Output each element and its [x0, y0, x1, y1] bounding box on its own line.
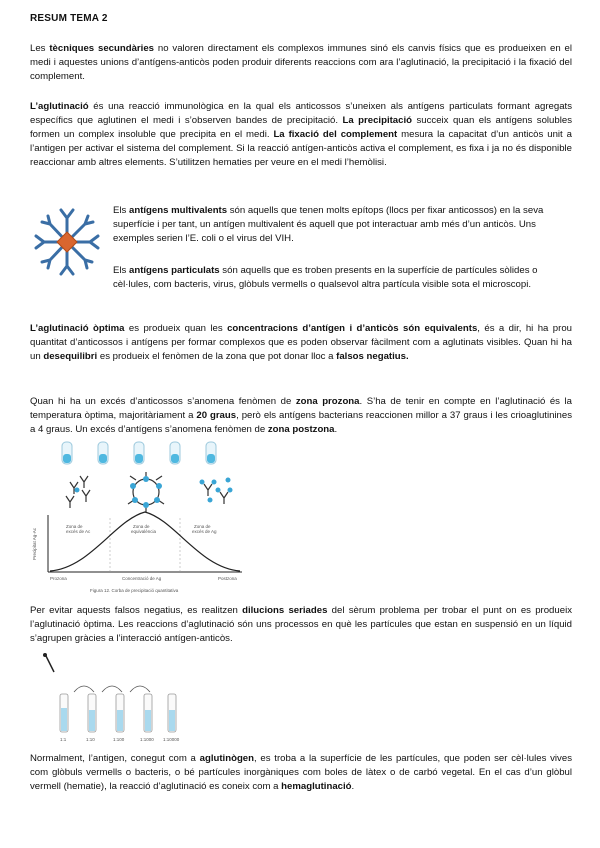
paragraph-particulate-antigens: Els antígens particulats són aquells que es troben presents en la superfície de partícules sòlides o cèl·lules, com bacteris, virus, glòbuls vermells o qualsevol altra partícula visible sota el microscopi.: [113, 265, 538, 290]
svg-text:Prozona: Prozona: [50, 576, 67, 581]
figure-caption: Figura 12. Corba de precipitació quantitativa: [90, 588, 179, 593]
svg-text:Zona de: Zona de: [133, 524, 150, 529]
svg-text:Zona de: Zona de: [194, 524, 211, 529]
serial-dilution-figure: [30, 652, 180, 744]
multivalent-antigen-illustration: [30, 204, 104, 280]
svg-text:equivalència: equivalència: [131, 529, 157, 534]
dilution-label: 1:1000: [140, 737, 154, 742]
svg-text:excés de Ag: excés de Ag: [192, 529, 217, 534]
dilution-label: 1:10000: [163, 737, 180, 742]
dilution-label: 1:1: [60, 737, 67, 742]
paragraph-secondary-techniques: Les tècniques secundàries no valoren directament els complexos immunes sinó els canvis físics que es produeixen en el medi i aquestes unions d’antígens-anticòs poden produir diferents reaccions com ara l’aglutinació, la precipitació i la fixació del complement.: [30, 43, 572, 82]
paragraph-prozone-postzone: Quan hi ha un excés d’anticossos s’anomena fenòmen de zona prozona. S’ha de tenir en compte en l’aglutinació és la temperatura òptima, majoritàriament a 20 graus, però els antígens bacterians reaccionen millor a 37 graus i les crioaglutinines a 4 graus. Un excés d’antígens s’anomena fenòmen de zona postzona.: [30, 396, 573, 435]
document-title: RESUM TEMA 2: [30, 13, 108, 24]
svg-text:excés de Ac: excés de Ac: [66, 529, 91, 534]
x-axis-label: Concentració de Ag: [122, 576, 162, 581]
paragraph-agglutination-definition: L’aglutinació és una reacció immunològica en la qual els anticossos s’uneixen als antígens particulats formant agregats específics que aglutinen el medi i s’observen bandes de precipitació. La precipitació succeix quan els antígens solubles formen un complex insoluble que precipita en el medi. La fixació del complement mesura la capacitat d’un anticòs unit a l’antigen per activar el sistema del complement. Si la reacció antígen-anticòs activa el complement, es fixa i ja no és disponible reaccionar amb altres elements. S’utilitzen hematies per veure en el medi l’hemòlisi.: [30, 101, 572, 168]
paragraph-optimal-agglutination: L’aglutinació òptima es produeix quan les concentracions d’antígen i d’anticòs són equivalents, és a dir, hi ha prou quantitat d’anticossos i antígens per formar complexos que es poden observar fàcilment com a aglutinats visibles. Quan hi ha un desequilibri es produeix el fenòmen de la zona que pot donar lloc a falsos negatius.: [30, 323, 572, 362]
dilution-label: 1:100: [113, 737, 125, 742]
dilution-label: 1:10: [86, 737, 95, 742]
paragraph-agglutinogen: Normalment, l’antigen, conegut com a aglutinògen, es troba a la superfície de les partícules, que poden ser cèl·lules vives com glòbuls vermells o bacteris, o bé partícules inorgàniques com boles de làtex o de carbó vegetal. En el cas d’un glòbul vermell (hematie), la reacció d’aglutinació es coneix com a hemaglutinació.: [30, 753, 572, 792]
paragraph-multivalent-antigens: Els antígens multivalents són aquells que tenen molts epítops (llocs per fixar anticossos) en la seva superfície i per tant, un antígen multivalent és aquell que pot interactuar amb més d’un anticòs. Uns exemples serien l’E. coli o el virus del VIH.: [113, 205, 544, 244]
svg-text:Zona de: Zona de: [66, 524, 83, 529]
precipitation-curve-figure: [30, 440, 250, 596]
paragraph-serial-dilutions: Per evitar aquests falsos negatius, es realitzen dilucions seriades del sèrum problema per trobar el punt on es produeix l’aglutinació òptima. Les reaccions d’aglutinació són uns processos en què les partícules que estan en suspensió en un líquid s’agrupen gràcies a l’interacció antígen-anticòs.: [30, 605, 572, 644]
svg-text:Postzona: Postzona: [218, 576, 237, 581]
y-axis-label: Precipitat Ag-Ac: [32, 527, 37, 560]
